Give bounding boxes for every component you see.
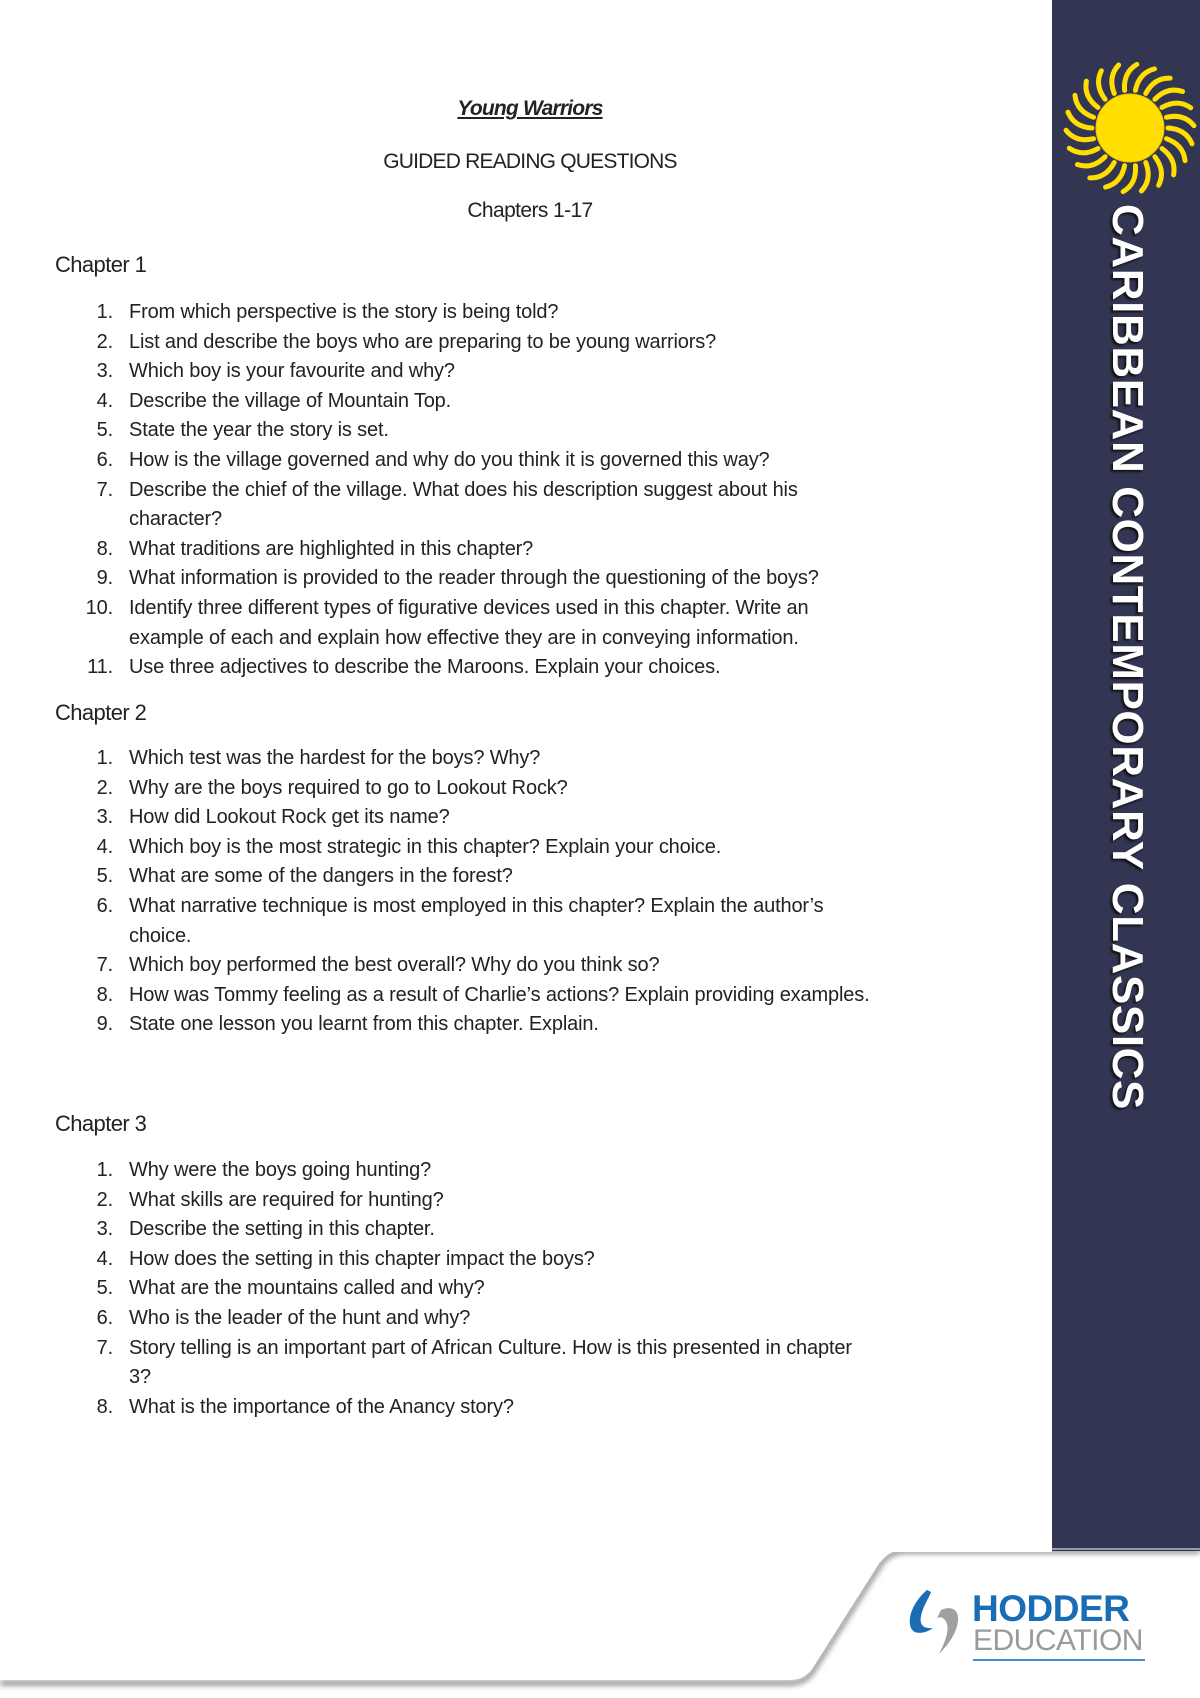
question-item [0,446,1050,476]
question-text: List and describe the boys who are preparing to be young warriors? [129,330,717,353]
question-item [0,803,1050,833]
question-text: From which perspective is the story is being told? [129,301,559,323]
question-item [0,1156,1050,1186]
question-item [0,951,1050,981]
question-number: 5. [96,865,113,888]
question-text: How is the village governed and why do you think it is governed this way? [129,448,770,471]
question-number: 2. [96,776,113,799]
chapter-1-questions [0,298,1050,683]
chapters-range: Chapters 1-17 [467,199,593,222]
question-text: How does the setting in this chapter impact the boys? [129,1247,595,1270]
question-number: 8. [96,1395,113,1418]
question-number: 1. [96,747,113,769]
sun-ray [1099,71,1106,100]
sun-ray [1112,65,1119,93]
question-number: 8. [96,537,113,560]
question-text: 3? [129,1366,151,1389]
question-text: Describe the setting in this chapter. [129,1218,435,1241]
question-number: 2. [96,1188,113,1211]
question-number: 3. [96,806,113,829]
question-item [0,774,1050,804]
question-item-continuation [0,505,1050,535]
document-subtitle: GUIDED READING QUESTIONS [383,150,677,173]
question-text: example of each and explain how effective they are in conveying information. [129,626,799,649]
question-number: 4. [96,835,113,858]
hodder-logo-icon [905,1588,967,1658]
question-text: What are some of the dangers in the forest? [129,865,513,888]
question-number: 6. [96,448,113,471]
question-text: What information is provided to the reader through the questioning of the boys? [129,567,819,590]
question-text: Who is the leader of the hunt and why? [129,1306,471,1329]
question-number: 11. [87,656,113,679]
question-text: Describe the village of Mountain Top. [129,389,452,412]
question-item [0,298,1050,328]
question-item [0,653,1050,683]
question-item [0,833,1050,863]
chapter-2-heading: Chapter 2 [55,700,147,725]
publisher-name: HODDER [972,1588,1130,1629]
question-item [0,892,1050,922]
question-number: 1. [96,1159,113,1181]
question-text: What traditions are highlighted in this chapter? [129,537,534,560]
question-item [0,1010,1050,1040]
question-text: What narrative technique is most employed in this chapter? Explain the author’s [129,894,824,917]
question-number: 4. [96,1247,113,1270]
question-item [0,564,1050,594]
question-item [0,1186,1050,1216]
chapter-2-questions [0,744,1050,1040]
question-text: Identify three different types of figurative devices used in this chapter. Write an [129,596,809,619]
publisher-division: EDUCATION [973,1624,1143,1657]
sun-ray [1141,163,1148,191]
sun-ray [1069,148,1098,153]
question-item [0,1215,1050,1245]
question-text: Which boy is the most strategic in this chapter? Explain your choice. [129,835,722,858]
sun-ray [1077,157,1105,166]
chapter-3-heading: Chapter 3 [55,1111,147,1136]
question-item [0,476,1050,506]
question-number: 7. [96,1336,113,1359]
question-number: 2. [96,330,113,353]
question-item-continuation [0,1363,1050,1393]
question-text: Which test was the hardest for the boys? Why? [129,747,541,769]
sun-icon [1060,58,1200,198]
question-number: 9. [96,567,113,590]
sun-ray [1155,90,1183,99]
question-text: Story telling is an important part of African Culture. How is this presented in chapter [129,1336,852,1359]
question-number: 3. [96,1218,113,1241]
question-text: What is the importance of the Anancy story? [129,1395,514,1418]
question-text: Which boy is your favourite and why? [129,360,455,383]
question-number: 1. [96,301,113,323]
question-item-continuation [0,922,1050,952]
question-text: character? [129,508,222,531]
question-text: What are the mountains called and why? [129,1277,485,1300]
question-item [0,594,1050,624]
question-text: Which boy performed the best overall? Why do you think so? [129,954,660,977]
question-item [0,1274,1050,1304]
question-text: choice. [129,924,192,947]
sun-ray [1066,130,1093,139]
question-number: 6. [96,894,113,917]
question-number: 7. [96,478,113,501]
question-text: How did Lookout Rock get its name? [129,806,450,829]
chapter-1-heading: Chapter 1 [55,252,147,277]
question-text: Use three adjectives to describe the Maroons. Explain your choices. [129,656,721,679]
question-item [0,1393,1050,1423]
question-item [0,328,1050,358]
question-number: 3. [96,360,113,383]
document-title: Young Warriors [457,97,603,120]
question-text: Why were the boys going hunting? [129,1159,432,1181]
sun-ray [1162,103,1191,108]
question-item [0,416,1050,446]
question-item [0,981,1050,1011]
question-item [0,535,1050,565]
question-text: How was Tommy feeling as a result of Charlie’s actions? Explain providing examples. [129,983,870,1006]
question-item [0,744,1050,774]
question-number: 8. [96,983,113,1006]
sun-ray [1166,116,1193,125]
question-number: 5. [96,419,113,442]
series-title: CARIBBEAN CONTEMPORARY CLASSICS [1103,204,1152,1110]
question-number: 7. [96,954,113,977]
question-text: State the year the story is set. [129,419,389,442]
question-number: 6. [96,1306,113,1329]
question-item [0,387,1050,417]
question-text: What skills are required for hunting? [129,1188,444,1211]
sun-ray [1155,157,1162,186]
question-number: 9. [96,1013,113,1036]
question-text: Why are the boys required to go to Lookout Rock? [129,776,568,799]
question-item-continuation [0,624,1050,654]
question-number: 10. [85,596,113,619]
question-number: 5. [96,1277,113,1300]
question-item [0,357,1050,387]
question-text: Describe the chief of the village. What does his description suggest about his [129,478,798,501]
logo-underline [973,1659,1145,1661]
question-item [0,1334,1050,1364]
chapter-3-questions [0,1156,1050,1422]
question-item [0,1245,1050,1275]
question-number: 4. [96,389,113,412]
question-text: State one lesson you learnt from this chapter. Explain. [129,1013,599,1036]
question-item [0,862,1050,892]
question-item [0,1304,1050,1334]
